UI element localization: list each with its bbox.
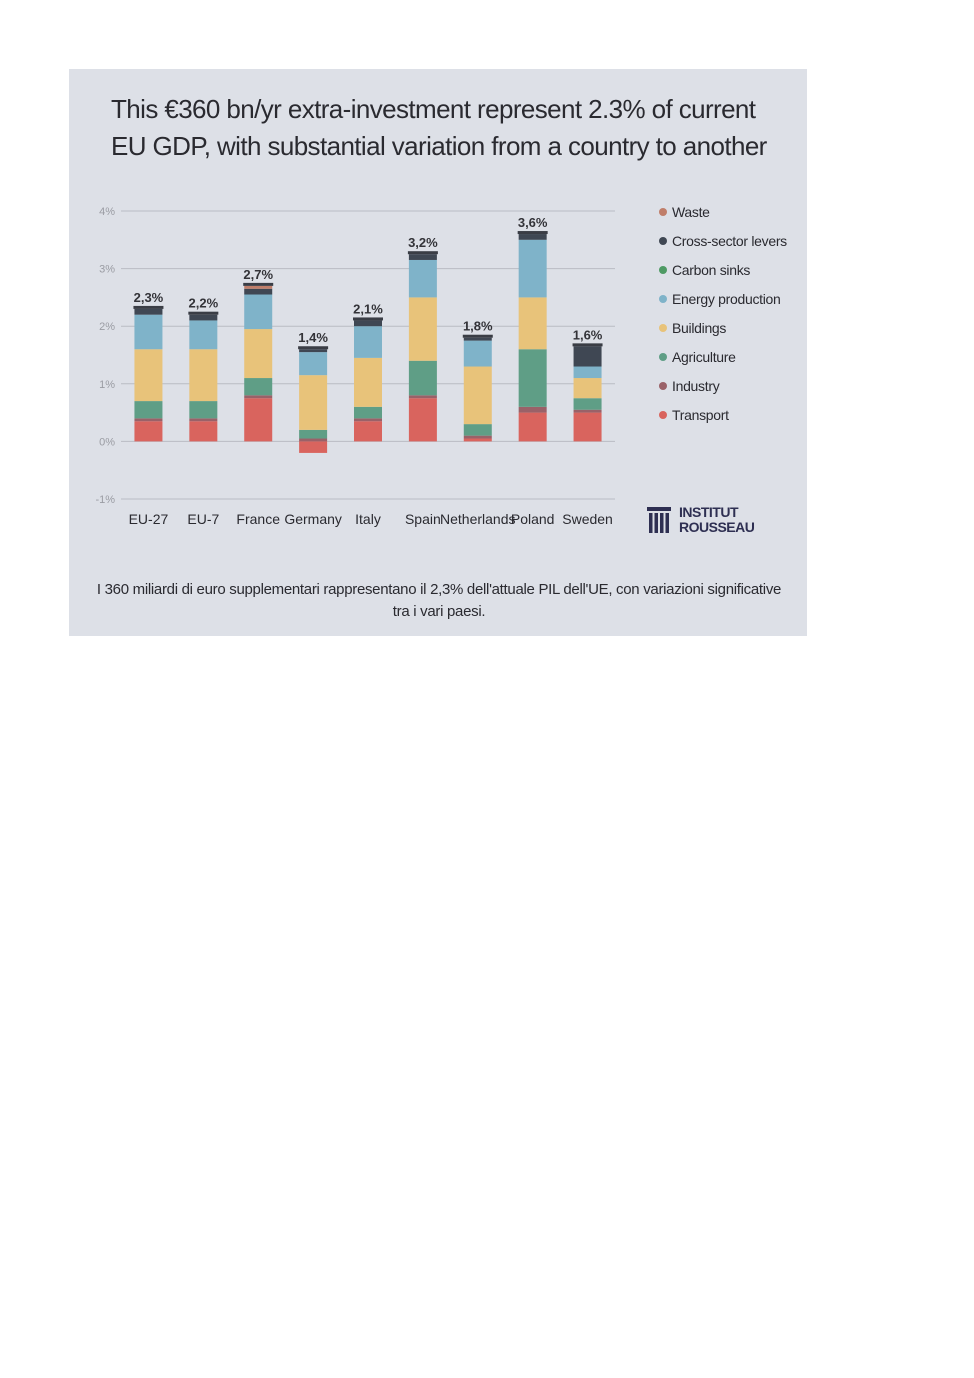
bar-segment-agriculture — [574, 398, 602, 410]
bar-segment-transport — [134, 421, 162, 441]
bar-segment-energy-production — [409, 260, 437, 297]
bar-total-label: 2,1% — [353, 301, 383, 317]
bar-segment-agriculture — [354, 407, 382, 419]
bar-segment-industry — [464, 436, 492, 439]
bar-segment-buildings — [574, 378, 602, 398]
bar-segment-energy-production — [354, 326, 382, 358]
bar-segment-cross-sector-levers — [299, 349, 327, 352]
bar-segment-industry — [299, 439, 327, 442]
logo-line-2: ROUSSEAU — [679, 519, 755, 535]
bar-segment-cross-sector-levers — [354, 320, 382, 326]
y-tick-label: 0% — [99, 436, 115, 449]
bar-segment-industry — [134, 418, 162, 421]
x-category-label: Netherlands — [440, 511, 516, 527]
legend-label: Buildings — [672, 320, 727, 336]
legend-label: Transport — [672, 407, 729, 423]
bar-segment-transport — [519, 413, 547, 442]
slide — [69, 69, 807, 636]
bar-segment-energy-production — [464, 341, 492, 367]
x-category-label: France — [236, 511, 281, 527]
bar-segment-agriculture — [299, 430, 327, 439]
bar-segment-agriculture — [189, 401, 217, 418]
y-axis-ticks — [95, 206, 115, 506]
legend-item-carbon-sinks — [659, 260, 799, 280]
bar-segment-industry — [409, 395, 437, 398]
bar-total-label: 2,2% — [188, 295, 219, 311]
bar-segment-industry — [354, 418, 382, 421]
bar-total-label: 1,8% — [462, 318, 493, 334]
legend-swatch — [659, 411, 667, 419]
legend-item-industry — [659, 376, 799, 396]
bar-segment-industry — [244, 395, 272, 398]
bar-segment-agriculture — [244, 378, 272, 395]
bar-segment-transport — [574, 413, 602, 442]
bar-cap — [243, 283, 273, 286]
bar-segment-industry — [519, 407, 547, 413]
bar-segment-energy-production — [189, 320, 217, 349]
legend-swatch — [659, 295, 667, 303]
logo-line-1: INSTITUT — [679, 504, 738, 520]
bar-cap — [408, 251, 438, 254]
bar-segment-energy-production — [519, 240, 547, 298]
slide-title: This €360 bn/yr extra-investment represent 2.3% of current EU GDP, with substantial variation from a country to another — [111, 94, 767, 161]
bar-segment-energy-production — [299, 352, 327, 375]
bar-segment-energy-production — [574, 367, 602, 379]
y-tick-label: 4% — [99, 206, 115, 218]
bar-segment-agriculture — [409, 361, 437, 396]
x-category-label: Poland — [510, 511, 555, 527]
bar-total-label: 2,7% — [243, 266, 274, 282]
bar-group — [133, 231, 602, 453]
logo-text — [679, 505, 754, 535]
bar-cap — [518, 231, 548, 234]
legend-swatch — [659, 208, 667, 216]
bar-segment-industry — [189, 418, 217, 421]
x-category-label: Sweden — [562, 511, 613, 527]
columns-icon — [647, 507, 671, 533]
x-category-label: Spain — [404, 511, 441, 527]
legend-swatch — [659, 382, 667, 390]
bar-segment-waste — [244, 286, 272, 289]
legend-item-energy-production — [659, 289, 799, 309]
bar-segment-transport — [244, 398, 272, 441]
bar-segment-cross-sector-levers — [409, 254, 437, 260]
chart-legend — [659, 202, 799, 434]
legend-label: Cross-sector levers — [672, 233, 787, 249]
legend-item-buildings — [659, 318, 799, 338]
bar-segment-cross-sector-levers — [134, 309, 162, 315]
y-tick-label: 3% — [99, 263, 115, 276]
legend-item-agriculture — [659, 347, 799, 367]
legend-label: Industry — [672, 378, 720, 394]
legend-label: Carbon sinks — [672, 262, 751, 278]
bar-segment-energy-production — [134, 315, 162, 350]
bar-segment-cross-sector-levers — [519, 234, 547, 240]
legend-label: Agriculture — [672, 349, 736, 365]
institut-rousseau-logo — [647, 505, 767, 539]
legend-label: Waste — [672, 204, 710, 220]
bar-total-label: 3,2% — [408, 235, 438, 251]
slide-caption: I 360 miliardi di euro supplementari rappresentano il 2,3% dell'attuale PIL dell'UE, con variazioni significative tra i vari paesi. — [96, 581, 782, 620]
bar-segment-buildings — [409, 297, 437, 360]
bar-segment-energy-production — [244, 295, 272, 330]
bar-segment-agriculture — [519, 349, 547, 407]
bar-segment-transport — [464, 439, 492, 442]
bar-cap — [133, 306, 163, 309]
bar-cap — [298, 346, 328, 349]
bar-total-label: 3,6% — [517, 215, 548, 231]
legend-swatch — [659, 324, 667, 332]
bar-segment-agriculture — [464, 424, 492, 436]
x-category-label: EU-27 — [128, 511, 169, 527]
bar-segment-buildings — [189, 349, 217, 401]
bar-segment-buildings — [299, 375, 327, 430]
y-tick-label: -1% — [95, 494, 115, 506]
bar-segment-cross-sector-levers — [464, 338, 492, 341]
bar-total-label: 1,6% — [572, 327, 603, 343]
bar-segment-transport — [354, 421, 382, 441]
bar-segment-transport — [299, 441, 327, 453]
bar-segment-buildings — [244, 329, 272, 378]
bar-segment-buildings — [354, 358, 382, 407]
legend-swatch — [659, 237, 667, 245]
bar-segment-cross-sector-levers — [189, 315, 217, 321]
legend-swatch — [659, 266, 667, 274]
bar-segment-transport — [409, 398, 437, 441]
bar-segment-transport — [189, 421, 217, 441]
x-category-label: Italy — [355, 511, 381, 527]
bar-segment-buildings — [134, 349, 162, 401]
bar-total-label: 1,4% — [298, 330, 328, 346]
y-tick-label: 1% — [99, 378, 115, 391]
legend-item-waste — [659, 202, 799, 222]
bar-cap — [353, 317, 383, 320]
bar-segment-industry — [574, 410, 602, 413]
legend-item-cross-sector-levers — [659, 231, 799, 251]
y-tick-label: 2% — [99, 321, 115, 334]
bar-segment-cross-sector-levers — [574, 346, 602, 366]
bar-cap — [573, 343, 603, 346]
bar-segment-buildings — [519, 297, 547, 349]
bar-segment-buildings — [464, 367, 492, 425]
legend-label: Energy production — [672, 291, 781, 307]
legend-item-transport — [659, 405, 799, 425]
bar-cap — [463, 335, 493, 338]
legend-swatch — [659, 353, 667, 361]
bar-segment-agriculture — [134, 401, 162, 418]
bar-total-label: 2,3% — [133, 289, 164, 305]
bar-segment-cross-sector-levers — [244, 289, 272, 295]
x-category-label: EU-7 — [187, 511, 220, 527]
x-category-label: Germany — [284, 511, 342, 527]
bar-cap — [188, 312, 218, 315]
